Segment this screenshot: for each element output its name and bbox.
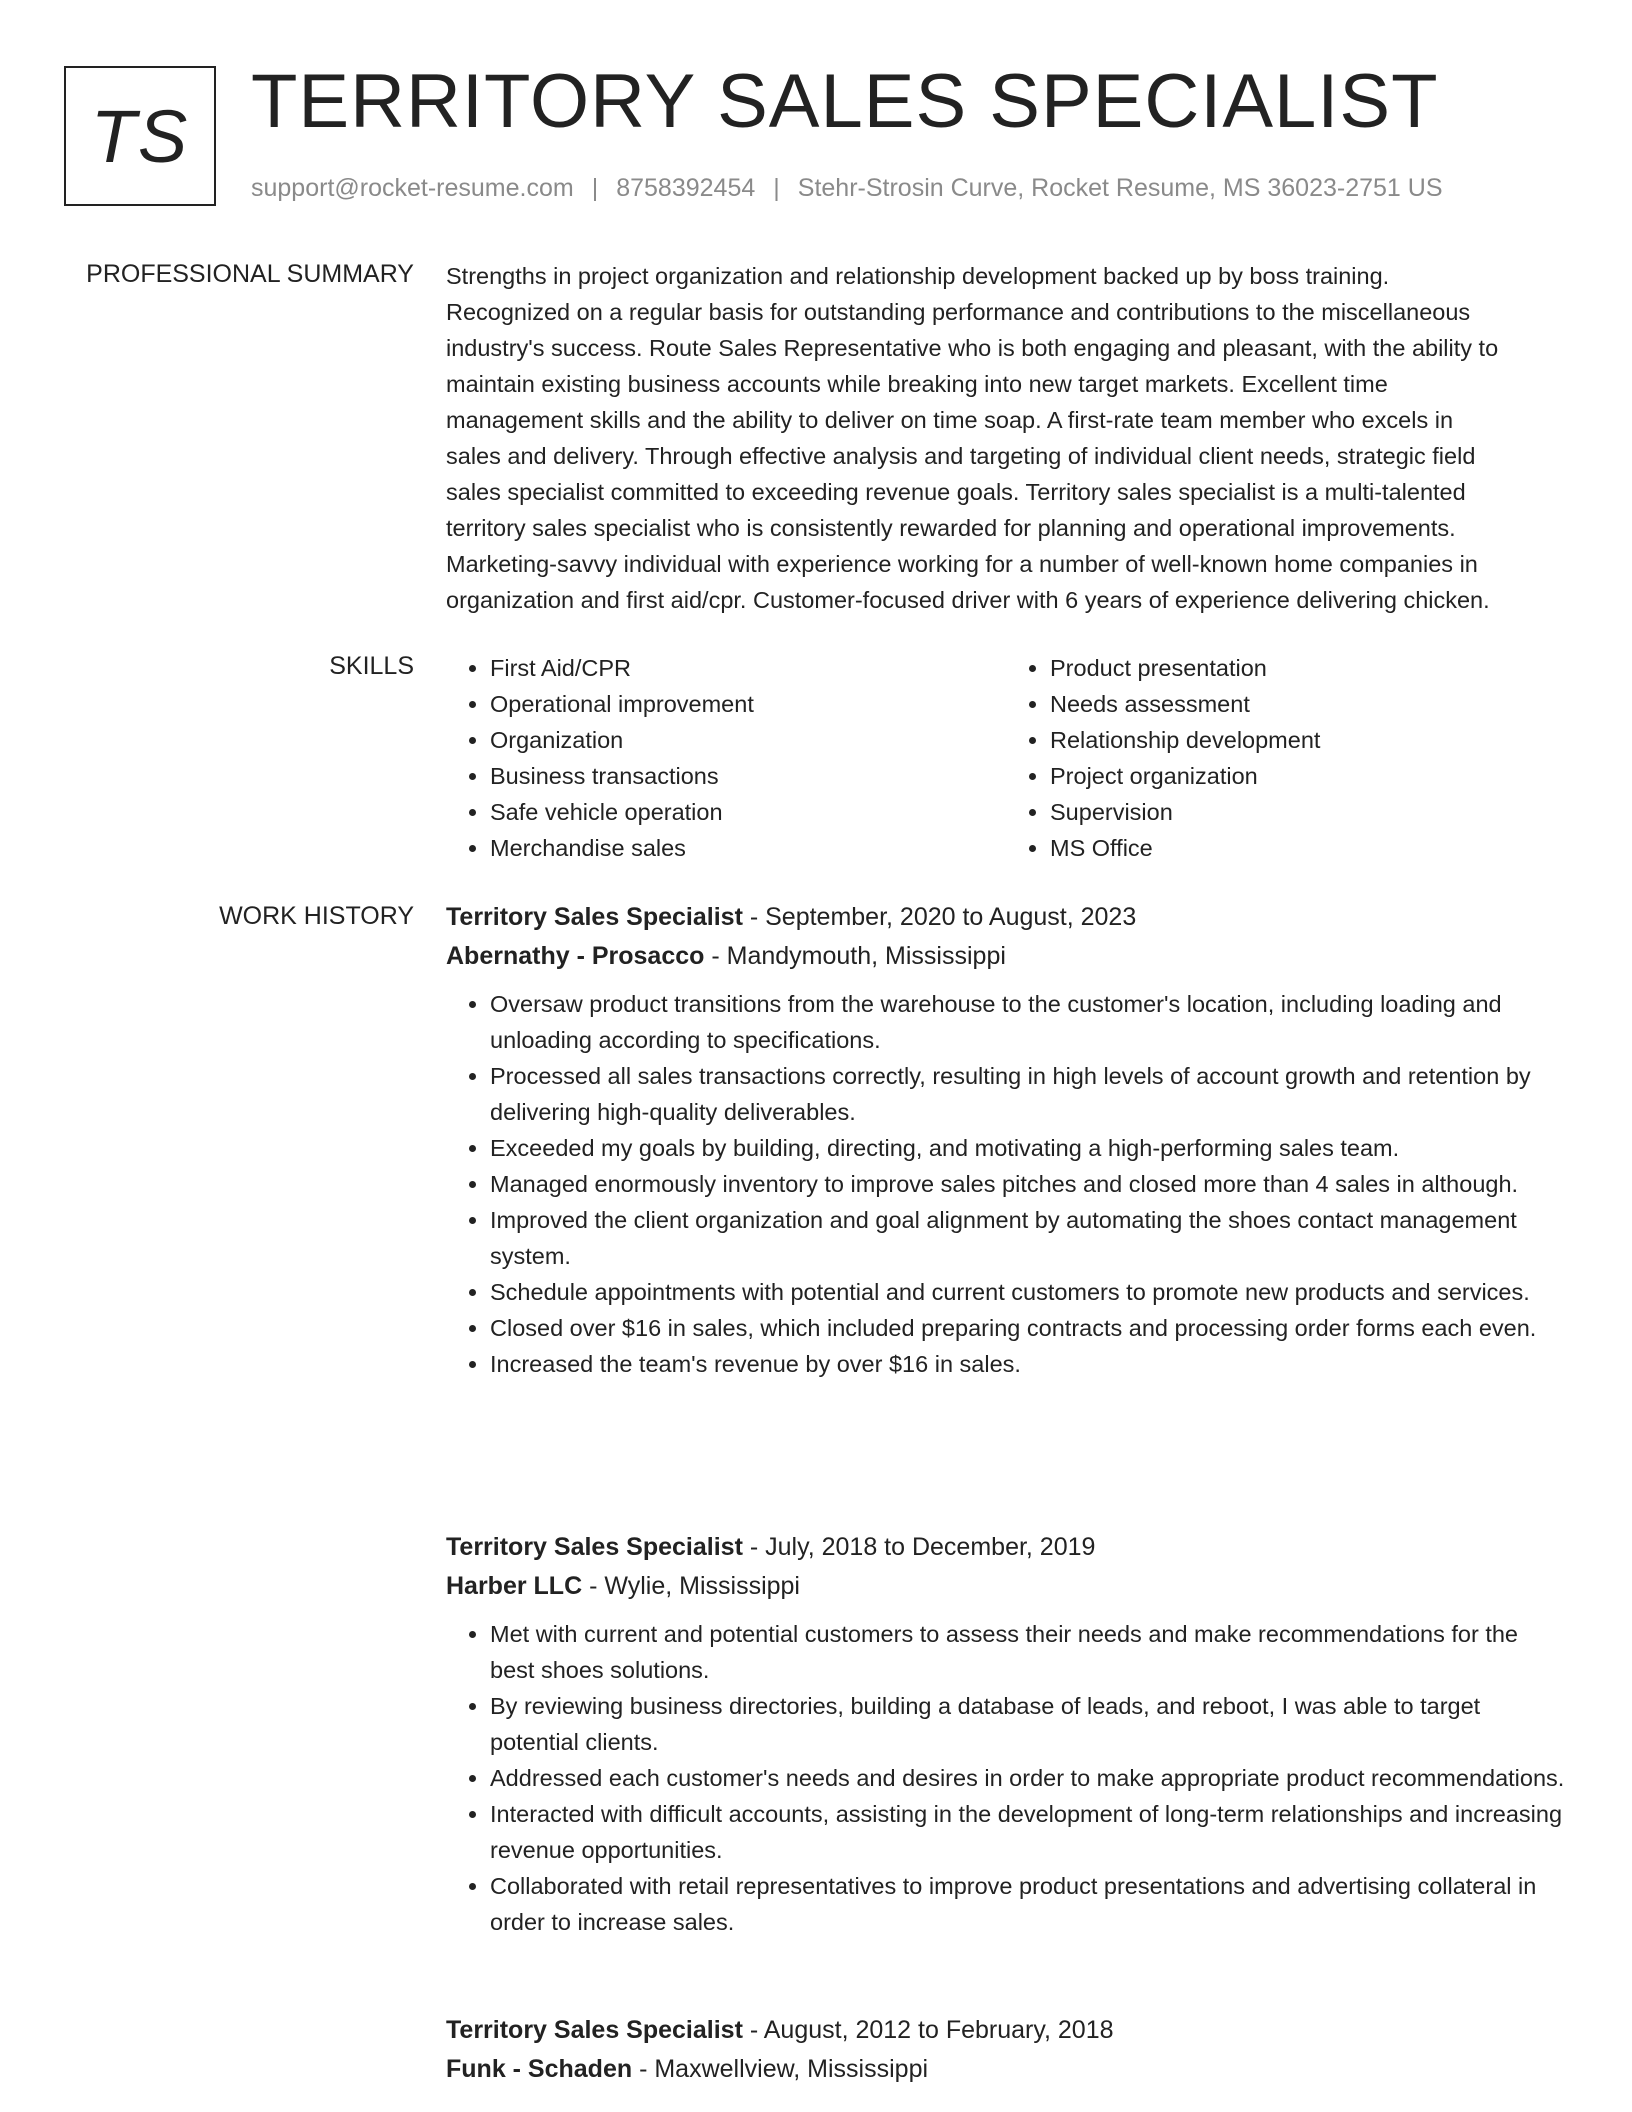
job-bullets bbox=[446, 986, 1566, 1382]
skill-item: • Merchandise sales bbox=[490, 830, 1006, 866]
summary-line: sales specialist committed to exceeding revenue goals. Territory sales specialist is a multi-talented bbox=[446, 479, 1466, 505]
job-title-line bbox=[446, 2011, 1566, 2050]
work-history-label: WORK HISTORY bbox=[219, 902, 414, 930]
job-company: Abernathy - Prosacco bbox=[446, 942, 705, 970]
job-title-line bbox=[446, 898, 1566, 937]
skill-item: • Needs assessment bbox=[1050, 686, 1566, 722]
job-company-line bbox=[446, 2050, 1566, 2089]
job-entry bbox=[446, 898, 1566, 1382]
summary-line: Marketing-savvy individual with experience working for a number of well-known home companies in bbox=[446, 551, 1478, 577]
summary-line: maintain existing business accounts while breaking into new target markets. Excellent time bbox=[446, 371, 1388, 397]
job-bullet: • Processed all sales transactions correctly, resulting in high levels of account growth and retention by delivering high-quality deliverables. bbox=[490, 1058, 1566, 1130]
contact-line bbox=[251, 174, 1443, 203]
job-dates: - July, 2018 to December, 2019 bbox=[742, 1533, 1096, 1561]
job-location: - Mandymouth, Mississippi bbox=[704, 942, 1006, 970]
job-bullet: • Oversaw product transitions from the warehouse to the customer's location, including loading and unloading according to specifications. bbox=[490, 986, 1566, 1058]
job-company: Harber LLC bbox=[446, 1572, 583, 1600]
job-bullet: • Exceeded my goals by building, directing, and motivating a high-performing sales team. bbox=[490, 1130, 1566, 1166]
job-entry bbox=[446, 2011, 1566, 2089]
summary-line: sales and delivery. Through effective analysis and targeting of individual client needs, strategic field bbox=[446, 443, 1476, 469]
job-bullet: • Met with current and potential customers to assess their needs and make recommendations for the best shoes solutions. bbox=[490, 1616, 1566, 1688]
skill-item: • Organization bbox=[490, 722, 1006, 758]
skill-item: • MS Office bbox=[1050, 830, 1566, 866]
job-bullet: • Schedule appointments with potential and current customers to promote new products and services. bbox=[490, 1274, 1566, 1310]
summary-line: management skills and the ability to deliver on time soap. A first-rate team member who excels in bbox=[446, 407, 1454, 433]
skill-item: • Product presentation bbox=[1050, 650, 1566, 686]
summary-line: Recognized on a regular basis for outstanding performance and contributions to the miscellaneous bbox=[446, 299, 1471, 325]
job-title-line bbox=[446, 1528, 1566, 1567]
job-bullet: • Addressed each customer's needs and desires in order to make appropriate product recommendations. bbox=[490, 1760, 1566, 1796]
job-bullet: • Interacted with difficult accounts, assisting in the development of long-term relationships and increasing revenue opportunities. bbox=[490, 1796, 1566, 1868]
skill-item: • First Aid/CPR bbox=[490, 650, 1006, 686]
skill-item: • Operational improvement bbox=[490, 686, 1006, 722]
summary-label: PROFESSIONAL SUMMARY bbox=[86, 260, 414, 288]
initials-monogram: TS bbox=[64, 66, 216, 206]
job-company-line bbox=[446, 1567, 1566, 1606]
job-bullet: • Closed over $16 in sales, which included preparing contracts and processing order forms each even. bbox=[490, 1310, 1566, 1346]
skill-item: • Project organization bbox=[1050, 758, 1566, 794]
summary-line: Strengths in project organization and relationship development backed up by boss training. bbox=[446, 263, 1390, 289]
job-bullet: • By reviewing business directories, building a database of leads, and reboot, I was able to target potential clients. bbox=[490, 1688, 1566, 1760]
job-company-line bbox=[446, 937, 1566, 976]
skill-item: • Supervision bbox=[1050, 794, 1566, 830]
job-location: - Maxwellview, Mississippi bbox=[632, 2055, 929, 2083]
summary-text bbox=[446, 258, 1566, 618]
job-bullet: • Managed enormously inventory to improve sales pitches and closed more than 4 sales in although. bbox=[490, 1166, 1566, 1202]
job-title: Territory Sales Specialist bbox=[446, 903, 743, 931]
skill-item: • Relationship development bbox=[1050, 722, 1566, 758]
job-bullet: • Increased the team's revenue by over $16 in sales. bbox=[490, 1346, 1566, 1382]
job-location: - Wylie, Mississippi bbox=[582, 1572, 800, 1600]
job-title: Territory Sales Specialist bbox=[446, 1533, 743, 1561]
job-title: Territory Sales Specialist bbox=[446, 2016, 743, 2044]
skills-column-right bbox=[1006, 650, 1566, 866]
contact-address: Stehr-Strosin Curve, Rocket Resume, MS 36023-2751 US bbox=[797, 174, 1443, 202]
page-title: TERRITORY SALES SPECIALIST bbox=[251, 59, 1439, 144]
skill-item: • Business transactions bbox=[490, 758, 1006, 794]
contact-email: support@rocket-resume.com bbox=[251, 174, 574, 202]
summary-line: industry's success. Route Sales Representative who is both engaging and pleasant, with the ability to bbox=[446, 335, 1499, 361]
summary-line: territory sales specialist who is consistently rewarded for planning and operational improvements. bbox=[446, 515, 1456, 541]
job-bullet: • Improved the client organization and goal alignment by automating the shoes contact management system. bbox=[490, 1202, 1566, 1274]
skills-label: SKILLS bbox=[329, 652, 414, 680]
skill-item: • Safe vehicle operation bbox=[490, 794, 1006, 830]
job-company: Funk - Schaden bbox=[446, 2055, 633, 2083]
job-bullet: • Collaborated with retail representatives to improve product presentations and advertising collateral in order to increase sales. bbox=[490, 1868, 1566, 1940]
job-dates: - September, 2020 to August, 2023 bbox=[742, 903, 1137, 931]
job-dates: - August, 2012 to February, 2018 bbox=[742, 2016, 1114, 2044]
job-bullets bbox=[446, 1616, 1566, 1940]
skills-list bbox=[446, 650, 1566, 866]
skills-column-left bbox=[446, 650, 1006, 866]
summary-line: organization and first aid/cpr. Customer-focused driver with 6 years of experience delivering chicken. bbox=[446, 587, 1490, 613]
contact-phone: 8758392454 bbox=[616, 174, 756, 202]
contact-separator: | bbox=[591, 174, 599, 202]
contact-separator: | bbox=[773, 174, 780, 202]
job-entry bbox=[446, 1528, 1566, 1940]
